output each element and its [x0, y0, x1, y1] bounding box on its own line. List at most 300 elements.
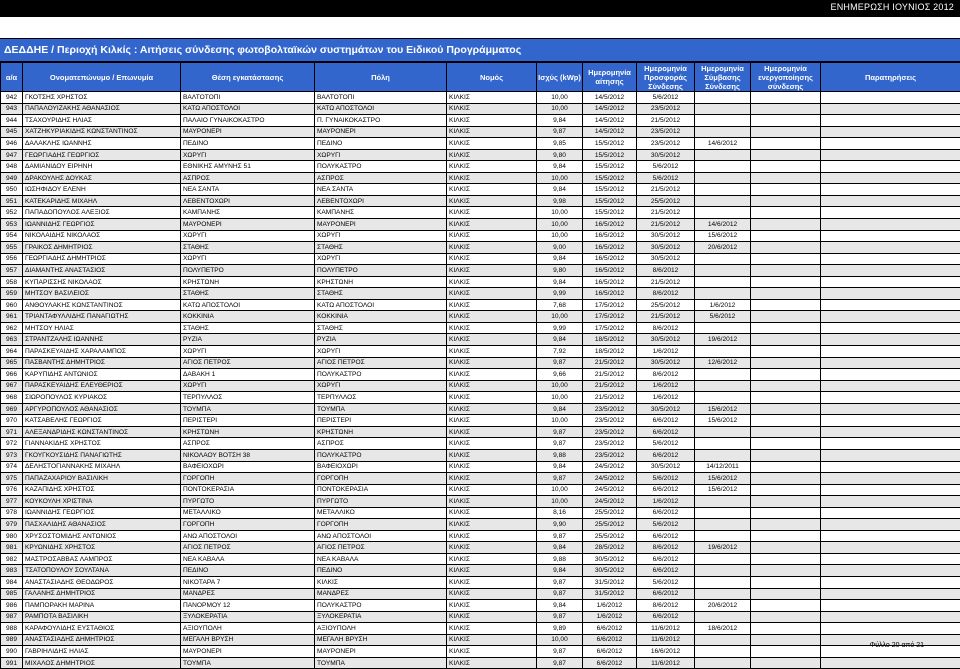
cell-contract-date — [695, 276, 751, 288]
cell-activation-date — [751, 322, 821, 334]
cell-name: ΠΑΣΧΑΛΙΔΗΣ ΑΘΑΝΑΣΙΟΣ — [23, 519, 181, 531]
cell-contract-date: 15/6/2012 — [695, 403, 751, 415]
table-row — [1, 634, 960, 646]
cell-offer-date: 5/6/2012 — [637, 576, 695, 588]
cell-name: ΜΙΧΑΛΟΣ ΔΗΜΗΤΡΙΟΣ — [23, 657, 181, 669]
cell-prefecture: ΚΙΛΚΙΣ — [447, 519, 537, 531]
cell-remarks — [821, 138, 960, 150]
cell-prefecture: ΚΙΛΚΙΣ — [447, 230, 537, 242]
table-row — [1, 576, 960, 588]
cell-power: 10,00 — [537, 634, 583, 646]
cell-aa: 958 — [1, 276, 23, 288]
cell-remarks — [821, 530, 960, 542]
cell-application-date: 16/5/2012 — [583, 242, 637, 254]
cell-remarks — [821, 161, 960, 173]
cell-city: ΑΝΩ ΑΠΟΣΤΟΛΟΙ — [315, 530, 447, 542]
table-row — [1, 288, 960, 300]
table-row — [1, 299, 960, 311]
applications-table — [0, 62, 960, 669]
cell-contract-date: 18/6/2012 — [695, 623, 751, 635]
cell-remarks — [821, 588, 960, 600]
cell-name: ΚΑΤΕΚΑΡΙΔΗΣ ΜΙΧΑΗΛ — [23, 195, 181, 207]
cell-name: ΓΑΛΑΝΗΣ ΔΗΜΗΤΡΙΟΣ — [23, 588, 181, 600]
cell-prefecture: ΚΙΛΚΙΣ — [447, 115, 537, 127]
table-row — [1, 657, 960, 669]
cell-city: ΜΑΥΡΟΝΕΡΙ — [315, 219, 447, 231]
cell-activation-date — [751, 242, 821, 254]
cell-name: ΡΑΜΠΟΤΑ ΒΑΣΙΛΙΚΗ — [23, 611, 181, 623]
cell-remarks — [821, 542, 960, 554]
cell-contract-date — [695, 507, 751, 519]
cell-location: ΑΝΩ ΑΠΟΣΤΟΛΟΙ — [181, 530, 315, 542]
col-header-power: Ισχύς (kWp) — [537, 63, 583, 92]
top-bar — [0, 0, 960, 17]
cell-location: ΠΑΛΑΙΟ ΓΥΝΑΙΚΟΚΑΣΤΡΟ — [181, 115, 315, 127]
cell-power: 9,84 — [537, 276, 583, 288]
cell-power: 10,00 — [537, 311, 583, 323]
cell-contract-date — [695, 172, 751, 184]
table-header-row — [1, 63, 960, 92]
cell-city: ΜΑΥΡΟΝΕΡΙ — [315, 646, 447, 658]
table-row — [1, 484, 960, 496]
cell-power: 10,00 — [537, 484, 583, 496]
col-header-application-date: Ημερομηνία αίτησης — [583, 63, 637, 92]
cell-remarks — [821, 311, 960, 323]
cell-aa: 984 — [1, 576, 23, 588]
cell-contract-date: 1/6/2012 — [695, 299, 751, 311]
cell-prefecture: ΚΙΛΚΙΣ — [447, 149, 537, 161]
cell-contract-date — [695, 565, 751, 577]
cell-activation-date — [751, 299, 821, 311]
cell-prefecture: ΚΙΛΚΙΣ — [447, 184, 537, 196]
cell-contract-date — [695, 611, 751, 623]
cell-aa: 988 — [1, 623, 23, 635]
cell-activation-date — [751, 357, 821, 369]
cell-city: ΠΟΛΥΠΕΤΡΟ — [315, 265, 447, 277]
cell-application-date: 25/5/2012 — [583, 530, 637, 542]
cell-aa: 985 — [1, 588, 23, 600]
cell-offer-date: 8/6/2012 — [637, 369, 695, 381]
cell-activation-date — [751, 576, 821, 588]
cell-remarks — [821, 242, 960, 254]
cell-power: 9,87 — [537, 588, 583, 600]
table-row — [1, 230, 960, 242]
cell-application-date: 16/5/2012 — [583, 253, 637, 265]
cell-prefecture: ΚΙΛΚΙΣ — [447, 473, 537, 485]
cell-location: ΧΩΡΥΓΙ — [181, 380, 315, 392]
cell-activation-date — [751, 530, 821, 542]
cell-offer-date: 8/6/2012 — [637, 288, 695, 300]
cell-aa: 955 — [1, 242, 23, 254]
cell-aa: 948 — [1, 161, 23, 173]
cell-location: ΝΕΑ ΣΑΝΤΑ — [181, 184, 315, 196]
cell-activation-date — [751, 346, 821, 358]
cell-application-date: 25/5/2012 — [583, 507, 637, 519]
cell-offer-date: 6/6/2012 — [637, 530, 695, 542]
cell-offer-date: 21/5/2012 — [637, 311, 695, 323]
cell-location: ΕΘΝΙΚΗΣ ΑΜΥΝΗΣ 51 — [181, 161, 315, 173]
cell-contract-date — [695, 346, 751, 358]
cell-location: ΑΣΠΡΟΣ — [181, 172, 315, 184]
cell-prefecture: ΚΙΛΚΙΣ — [447, 657, 537, 669]
cell-remarks — [821, 103, 960, 115]
cell-power: 9,87 — [537, 126, 583, 138]
cell-application-date: 23/5/2012 — [583, 438, 637, 450]
cell-city: ΠΕΡΙΣΤΕΡΙ — [315, 415, 447, 427]
table-row — [1, 126, 960, 138]
table-row — [1, 438, 960, 450]
cell-offer-date: 25/5/2012 — [637, 299, 695, 311]
cell-prefecture: ΚΙΛΚΙΣ — [447, 172, 537, 184]
cell-activation-date — [751, 103, 821, 115]
cell-name: ΚΑΡΥΠΙΔΗΣ ΑΝΤΩΝΙΟΣ — [23, 369, 181, 381]
cell-name: ΚΟΥΚΟΥΛΗ ΧΡΙΣΤΙΝΑ — [23, 496, 181, 508]
table-row — [1, 253, 960, 265]
table-row — [1, 357, 960, 369]
cell-aa: 952 — [1, 207, 23, 219]
table-row — [1, 449, 960, 461]
cell-location: ΒΑΦΕΙΟΧΩΡΙ — [181, 461, 315, 473]
cell-activation-date — [751, 311, 821, 323]
cell-prefecture: ΚΙΛΚΙΣ — [447, 611, 537, 623]
cell-prefecture: ΚΙΛΚΙΣ — [447, 507, 537, 519]
cell-city: ΠΟΛΥΚΑΣΤΡΟ — [315, 449, 447, 461]
cell-prefecture: ΚΙΛΚΙΣ — [447, 415, 537, 427]
table-row — [1, 415, 960, 427]
col-header-remarks: Παρατηρήσεις — [821, 63, 960, 92]
cell-offer-date: 30/5/2012 — [637, 253, 695, 265]
cell-location: ΚΟΚΚΙΝΙΑ — [181, 311, 315, 323]
cell-aa: 959 — [1, 288, 23, 300]
cell-location: ΣΤΑΘΗΣ — [181, 322, 315, 334]
cell-aa: 986 — [1, 600, 23, 612]
cell-application-date: 21/5/2012 — [583, 380, 637, 392]
cell-activation-date — [751, 369, 821, 381]
cell-contract-date — [695, 530, 751, 542]
cell-application-date: 23/5/2012 — [583, 415, 637, 427]
cell-activation-date — [751, 415, 821, 427]
cell-contract-date: 15/6/2012 — [695, 473, 751, 485]
cell-prefecture: ΚΙΛΚΙΣ — [447, 322, 537, 334]
cell-prefecture: ΚΙΛΚΙΣ — [447, 195, 537, 207]
cell-city: ΑΞΙΟΥΠΟΛΗ — [315, 623, 447, 635]
cell-contract-date — [695, 253, 751, 265]
cell-offer-date: 1/6/2012 — [637, 346, 695, 358]
cell-prefecture: ΚΙΛΚΙΣ — [447, 299, 537, 311]
cell-activation-date — [751, 426, 821, 438]
cell-offer-date: 23/5/2012 — [637, 103, 695, 115]
cell-name: ΠΑΡΑΣΚΕΥΑΙΔΗΣ ΧΑΡΑΛΑΜΠΟΣ — [23, 346, 181, 358]
cell-remarks — [821, 461, 960, 473]
table-row — [1, 346, 960, 358]
cell-aa: 957 — [1, 265, 23, 277]
cell-location: ΑΓΙΟΣ ΠΕΤΡΟΣ — [181, 542, 315, 554]
cell-location: ΓΟΡΓΟΠΗ — [181, 519, 315, 531]
cell-name: ΚΡΥΩΝΙΔΗΣ ΧΡΗΣΤΟΣ — [23, 542, 181, 554]
cell-aa: 944 — [1, 115, 23, 127]
cell-city: ΚΡΗΣΤΩΝΗ — [315, 276, 447, 288]
cell-name: ΝΙΚΟΛΑΙΔΗΣ ΝΙΚΟΛΑΟΣ — [23, 230, 181, 242]
cell-application-date: 18/5/2012 — [583, 346, 637, 358]
cell-aa: 943 — [1, 103, 23, 115]
cell-prefecture: ΚΙΛΚΙΣ — [447, 357, 537, 369]
cell-location: ΒΑΛΤΟΤΟΠΙ — [181, 92, 315, 104]
cell-contract-date — [695, 646, 751, 658]
cell-location: ΓΟΡΓΟΠΗ — [181, 473, 315, 485]
cell-prefecture: ΚΙΛΚΙΣ — [447, 576, 537, 588]
cell-activation-date — [751, 553, 821, 565]
cell-offer-date: 1/6/2012 — [637, 380, 695, 392]
cell-name: ΣΙΩΡΟΠΟΥΛΟΣ ΚΥΡΙΑΚΟΣ — [23, 392, 181, 404]
cell-aa: 971 — [1, 426, 23, 438]
cell-city: ΞΥΛΟΚΕΡΑΤΙΑ — [315, 611, 447, 623]
cell-location: ΤΟΥΜΠΑ — [181, 657, 315, 669]
cell-offer-date: 6/6/2012 — [637, 449, 695, 461]
cell-prefecture: ΚΙΛΚΙΣ — [447, 346, 537, 358]
cell-remarks — [821, 195, 960, 207]
cell-aa: 950 — [1, 184, 23, 196]
cell-aa: 945 — [1, 126, 23, 138]
cell-power: 9,87 — [537, 576, 583, 588]
cell-city: ΤΟΥΜΠΑ — [315, 403, 447, 415]
col-header-activation-date: Ημερομηνία ενεργοποίησης σύνδεσης — [751, 63, 821, 92]
cell-prefecture: ΚΙΛΚΙΣ — [447, 138, 537, 150]
cell-application-date: 16/5/2012 — [583, 288, 637, 300]
cell-aa: 947 — [1, 149, 23, 161]
cell-name: ΠΑΠΑΔΟΠΟΥΛΟΣ ΑΛΕΞΙΟΣ — [23, 207, 181, 219]
cell-contract-date — [695, 438, 751, 450]
cell-contract-date: 5/6/2012 — [695, 311, 751, 323]
cell-location: ΑΞΙΟΥΠΟΛΗ — [181, 623, 315, 635]
cell-location: ΝΕΑ ΚΑΒΑΛΑ — [181, 553, 315, 565]
cell-aa: 965 — [1, 357, 23, 369]
col-header-aa: α/α — [1, 63, 23, 92]
cell-prefecture: ΚΙΛΚΙΣ — [447, 242, 537, 254]
cell-contract-date: 15/6/2012 — [695, 230, 751, 242]
cell-contract-date: 19/6/2012 — [695, 334, 751, 346]
cell-activation-date — [751, 438, 821, 450]
cell-name: ΑΝΘΟΥΛΑΚΗΣ ΚΩΝΣΤΑΝΤΙΝΟΣ — [23, 299, 181, 311]
cell-power: 9,84 — [537, 334, 583, 346]
cell-power: 9,87 — [537, 657, 583, 669]
cell-offer-date: 21/5/2012 — [637, 184, 695, 196]
cell-offer-date: 23/5/2012 — [637, 138, 695, 150]
cell-city: ΠΟΝΤΟΚΕΡΑΣΙΑ — [315, 484, 447, 496]
cell-location: ΠΕΔΙΝΟ — [181, 138, 315, 150]
cell-city: ΜΕΓΑΛΗ ΒΡΥΣΗ — [315, 634, 447, 646]
cell-city: ΤΕΡΠΥΛΛΟΣ — [315, 392, 447, 404]
page-footer: Φύλλο 20 από 21 — [870, 642, 924, 649]
cell-power: 9,00 — [537, 242, 583, 254]
cell-activation-date — [751, 288, 821, 300]
table-row — [1, 276, 960, 288]
cell-remarks — [821, 449, 960, 461]
cell-offer-date: 8/6/2012 — [637, 265, 695, 277]
cell-application-date: 21/5/2012 — [583, 392, 637, 404]
cell-activation-date — [751, 634, 821, 646]
cell-name: ΚΥΠΑΡΙΣΣΗΣ ΝΙΚΟΛΑΟΣ — [23, 276, 181, 288]
cell-offer-date: 21/5/2012 — [637, 115, 695, 127]
cell-application-date: 21/5/2012 — [583, 369, 637, 381]
cell-city: ΠΥΡΓΩΤΟ — [315, 496, 447, 508]
cell-contract-date — [695, 392, 751, 404]
cell-offer-date: 5/6/2012 — [637, 161, 695, 173]
cell-contract-date: 15/6/2012 — [695, 484, 751, 496]
cell-offer-date: 6/6/2012 — [637, 565, 695, 577]
cell-prefecture: ΚΙΛΚΙΣ — [447, 530, 537, 542]
cell-location: ΚΡΗΣΤΩΝΗ — [181, 426, 315, 438]
table-row — [1, 542, 960, 554]
cell-name: ΤΣΑΤΟΠΟΥΛΟΥ ΣΟΥΛΤΑΝΑ — [23, 565, 181, 577]
cell-city: ΝΕΑ ΣΑΝΤΑ — [315, 184, 447, 196]
cell-contract-date — [695, 576, 751, 588]
cell-aa: 983 — [1, 565, 23, 577]
table-row — [1, 115, 960, 127]
cell-location: ΤΕΡΠΥΛΛΟΣ — [181, 392, 315, 404]
cell-name: ΓΡΑΙΚΟΣ ΔΗΜΗΤΡΙΟΣ — [23, 242, 181, 254]
cell-name: ΓΚΟΥΓΚΟΥΣΙΔΗΣ ΠΑΝΑΓΙΩΤΗΣ — [23, 449, 181, 461]
cell-remarks — [821, 519, 960, 531]
cell-activation-date — [751, 507, 821, 519]
cell-aa: 963 — [1, 334, 23, 346]
cell-location: ΛΕΒΕΝΤΟΧΩΡΙ — [181, 195, 315, 207]
cell-aa: 978 — [1, 507, 23, 519]
table-row — [1, 242, 960, 254]
cell-aa: 949 — [1, 172, 23, 184]
cell-contract-date — [695, 184, 751, 196]
table-row — [1, 496, 960, 508]
table-row — [1, 380, 960, 392]
cell-name: ΙΩΑΝΝΙΔΗΣ ΓΕΩΡΓΙΟΣ — [23, 219, 181, 231]
cell-power: 7,92 — [537, 346, 583, 358]
table-row — [1, 138, 960, 150]
cell-location: ΧΩΡΥΓΙ — [181, 149, 315, 161]
cell-aa: 991 — [1, 657, 23, 669]
cell-remarks — [821, 369, 960, 381]
cell-prefecture: ΚΙΛΚΙΣ — [447, 646, 537, 658]
cell-location: ΜΑΥΡΟΝΕΡΙ — [181, 646, 315, 658]
cell-offer-date: 6/6/2012 — [637, 484, 695, 496]
cell-name: ΣΤΡΑΝΤΖΑΛΗΣ ΙΩΑΝΝΗΣ — [23, 334, 181, 346]
cell-aa: 969 — [1, 403, 23, 415]
cell-power: 10,00 — [537, 172, 583, 184]
cell-power: 10,00 — [537, 219, 583, 231]
cell-offer-date: 30/5/2012 — [637, 357, 695, 369]
cell-location: ΑΣΠΡΟΣ — [181, 438, 315, 450]
cell-offer-date: 30/5/2012 — [637, 403, 695, 415]
cell-contract-date — [695, 149, 751, 161]
cell-aa: 942 — [1, 92, 23, 104]
cell-aa: 951 — [1, 195, 23, 207]
cell-offer-date: 6/6/2012 — [637, 415, 695, 427]
cell-offer-date: 5/6/2012 — [637, 172, 695, 184]
cell-activation-date — [751, 496, 821, 508]
cell-remarks — [821, 415, 960, 427]
cell-city: ΠΟΛΥΚΑΣΤΡΟ — [315, 369, 447, 381]
cell-name: ΑΛΕΞΑΝΔΡΙΔΗΣ ΚΩΝΣΤΑΝΤΙΝΟΣ — [23, 426, 181, 438]
cell-location: ΜΑΝΔΡΕΣ — [181, 588, 315, 600]
table-row — [1, 195, 960, 207]
cell-application-date: 30/5/2012 — [583, 565, 637, 577]
cell-activation-date — [751, 600, 821, 612]
cell-power: 9,99 — [537, 288, 583, 300]
cell-offer-date: 8/6/2012 — [637, 542, 695, 554]
cell-prefecture: ΚΙΛΚΙΣ — [447, 542, 537, 554]
cell-city: ΓΟΡΓΟΠΗ — [315, 519, 447, 531]
cell-power: 9,87 — [537, 530, 583, 542]
cell-offer-date: 6/6/2012 — [637, 426, 695, 438]
cell-activation-date — [751, 380, 821, 392]
cell-aa: 980 — [1, 530, 23, 542]
cell-location: ΔΑΒΑΚΗ 1 — [181, 369, 315, 381]
cell-activation-date — [751, 184, 821, 196]
cell-remarks — [821, 346, 960, 358]
cell-application-date: 15/5/2012 — [583, 149, 637, 161]
cell-location: ΜΕΤΑΛΛΙΚΟ — [181, 507, 315, 519]
cell-contract-date — [695, 115, 751, 127]
cell-name: ΚΑΖΑΠΙΔΗΣ ΧΡΗΣΤΟΣ — [23, 484, 181, 496]
cell-power: 10,00 — [537, 496, 583, 508]
cell-prefecture: ΚΙΛΚΙΣ — [447, 253, 537, 265]
cell-aa: 970 — [1, 415, 23, 427]
cell-application-date: 24/5/2012 — [583, 496, 637, 508]
cell-power: 10,00 — [537, 380, 583, 392]
cell-contract-date — [695, 496, 751, 508]
cell-name: ΤΡΙΑΝΤΑΦΥΛΛΙΔΗΣ ΠΑΝΑΓΙΩΤΗΣ — [23, 311, 181, 323]
cell-remarks — [821, 403, 960, 415]
cell-power: 9,87 — [537, 473, 583, 485]
table-row — [1, 553, 960, 565]
cell-activation-date — [751, 172, 821, 184]
table-row — [1, 600, 960, 612]
cell-city: ΠΟΛΥΚΑΣΤΡΟ — [315, 161, 447, 173]
cell-prefecture: ΚΙΛΚΙΣ — [447, 426, 537, 438]
cell-prefecture: ΚΙΛΚΙΣ — [447, 634, 537, 646]
cell-power: 9,84 — [537, 403, 583, 415]
cell-power: 10,00 — [537, 207, 583, 219]
cell-application-date: 25/5/2012 — [583, 519, 637, 531]
cell-power: 9,84 — [537, 600, 583, 612]
cell-offer-date: 30/5/2012 — [637, 334, 695, 346]
cell-power: 8,16 — [537, 507, 583, 519]
cell-application-date: 15/5/2012 — [583, 207, 637, 219]
cell-name: ΔΕΛΗΣΤΟΓΙΑΝΝΑΚΗΣ ΜΙΧΑΗΛ — [23, 461, 181, 473]
cell-offer-date: 30/5/2012 — [637, 242, 695, 254]
cell-contract-date — [695, 103, 751, 115]
cell-name: ΠΑΜΠΟΡΑΚΗ ΜΑΡΙΝΑ — [23, 600, 181, 612]
cell-activation-date — [751, 542, 821, 554]
cell-name: ΤΣΑΧΟΥΡΙΔΗΣ ΗΛΙΑΣ — [23, 115, 181, 127]
cell-application-date: 6/6/2012 — [583, 623, 637, 635]
page-title: ΔΕΔΔΗΕ / Περιοχή Κιλκίς : Αιτήσεις σύνδεσης φωτοβολταϊκών συστημάτων του Ειδικού Προγράμματος — [4, 44, 521, 56]
cell-city: ΣΤΑΘΗΣ — [315, 242, 447, 254]
cell-city: ΣΤΑΘΗΣ — [315, 322, 447, 334]
cell-application-date: 24/5/2012 — [583, 484, 637, 496]
cell-city: ΠΕΔΙΝΟ — [315, 138, 447, 150]
cell-application-date: 14/5/2012 — [583, 115, 637, 127]
cell-power: 9,84 — [537, 115, 583, 127]
cell-location: ΣΤΑΘΗΣ — [181, 242, 315, 254]
cell-power: 9,85 — [537, 138, 583, 150]
cell-contract-date: 20/6/2012 — [695, 600, 751, 612]
cell-city: ΧΩΡΥΓΙ — [315, 346, 447, 358]
cell-application-date: 15/5/2012 — [583, 195, 637, 207]
cell-aa: 956 — [1, 253, 23, 265]
table-row — [1, 322, 960, 334]
cell-city: ΣΤΑΘΗΣ — [315, 288, 447, 300]
cell-remarks — [821, 600, 960, 612]
cell-application-date: 18/5/2012 — [583, 334, 637, 346]
